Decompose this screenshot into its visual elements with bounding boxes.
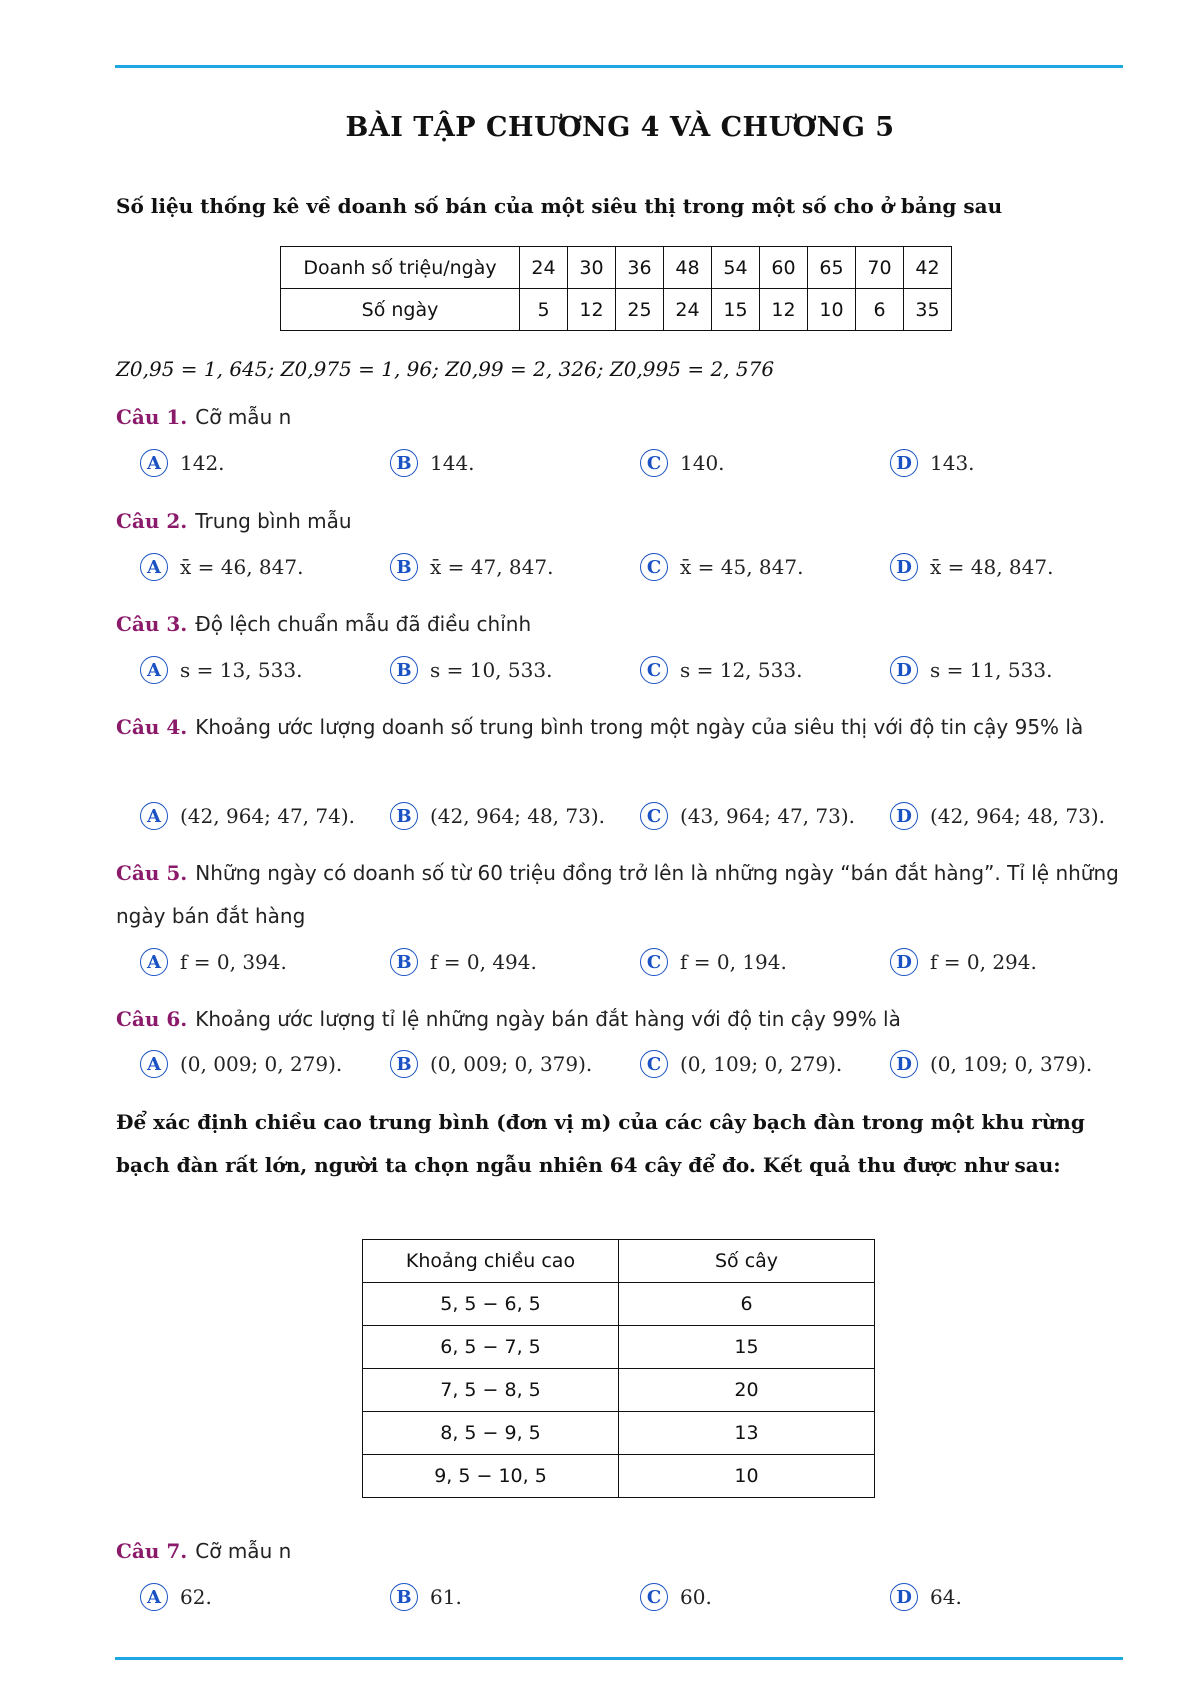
answer-options-6: [140, 1047, 1140, 1081]
table-cell: 24: [520, 247, 568, 289]
option-text: s = 12, 533.: [680, 658, 803, 682]
option-text: 64.: [930, 1585, 962, 1609]
question-text: Những ngày có doanh số từ 60 triệu đồng trở lên là những ngày “bán đắt hàng”. Tỉ lệ những ngày bán đắt hàng: [116, 861, 1119, 928]
option-c[interactable]: [640, 799, 855, 833]
column-header: Số cây: [619, 1240, 875, 1283]
table-row: [363, 1369, 875, 1412]
table-row: [363, 1455, 875, 1498]
table-cell: 35: [904, 289, 952, 331]
option-b[interactable]: [390, 1047, 592, 1081]
table-cell: 24: [664, 289, 712, 331]
option-letter-a: A: [140, 948, 168, 976]
option-a[interactable]: [140, 1047, 342, 1081]
option-letter-b: B: [390, 948, 418, 976]
table-cell: 48: [664, 247, 712, 289]
option-text: (0, 009; 0, 379).: [430, 1052, 593, 1076]
option-letter-d: D: [890, 449, 918, 477]
option-letter-d: D: [890, 656, 918, 684]
table-header-row: [363, 1240, 875, 1283]
question-number: Câu 4.: [116, 715, 188, 739]
row-label: Doanh số triệu/ngày: [281, 247, 520, 289]
table-cell: 9, 5 − 10, 5: [363, 1455, 619, 1498]
table-cell: 5: [520, 289, 568, 331]
answer-options-1: [140, 446, 1140, 480]
table-cell: 60: [760, 247, 808, 289]
option-d[interactable]: [890, 1580, 962, 1614]
option-a[interactable]: [140, 1580, 212, 1614]
option-text: (0, 109; 0, 279).: [680, 1052, 843, 1076]
table-cell: 6: [856, 289, 904, 331]
table-cell: 5, 5 − 6, 5: [363, 1283, 619, 1326]
question-text: Trung bình mẫu: [195, 509, 352, 533]
question-text: Khoảng ước lượng doanh số trung bình trong một ngày của siêu thị với độ tin cậy 95% là: [195, 715, 1084, 739]
question-text: Độ lệch chuẩn mẫu đã điều chỉnh: [195, 612, 532, 636]
question-text: Khoảng ước lượng tỉ lệ những ngày bán đắt hàng với độ tin cậy 99% là: [195, 1007, 901, 1031]
option-c[interactable]: [640, 1580, 712, 1614]
question-text: Cỡ mẫu n: [195, 1539, 292, 1563]
option-letter-b: B: [390, 656, 418, 684]
table-cell: 65: [808, 247, 856, 289]
option-text: (0, 109; 0, 379).: [930, 1052, 1093, 1076]
option-letter-c: C: [640, 449, 668, 477]
option-letter-d: D: [890, 1050, 918, 1078]
option-d[interactable]: [890, 945, 1037, 979]
column-header: Khoảng chiều cao: [363, 1240, 619, 1283]
option-text: x̄ = 46, 847.: [180, 555, 304, 579]
table-cell: 13: [619, 1412, 875, 1455]
option-text: 140.: [680, 451, 725, 475]
table-row: [363, 1412, 875, 1455]
option-letter-a: A: [140, 656, 168, 684]
option-letter-a: A: [140, 553, 168, 581]
option-letter-a: A: [140, 1050, 168, 1078]
table-cell: 7, 5 − 8, 5: [363, 1369, 619, 1412]
answer-options-4: [140, 799, 1140, 833]
table-cell: 54: [712, 247, 760, 289]
question-number: Câu 5.: [116, 861, 188, 885]
answer-options-5: [140, 945, 1140, 979]
option-a[interactable]: [140, 653, 302, 687]
option-letter-a: A: [140, 449, 168, 477]
option-d[interactable]: [890, 799, 1105, 833]
answer-options-3: [140, 653, 1140, 687]
question-number: Câu 7.: [116, 1539, 188, 1563]
option-a[interactable]: [140, 550, 303, 584]
option-text: f = 0, 494.: [430, 950, 537, 974]
option-letter-c: C: [640, 553, 668, 581]
question-2: [116, 500, 1124, 543]
option-text: (42, 964; 47, 74).: [180, 804, 356, 828]
option-d[interactable]: [890, 1047, 1092, 1081]
option-letter-b: B: [390, 449, 418, 477]
question-4: [116, 706, 1124, 749]
option-text: 142.: [180, 451, 225, 475]
table-cell: 20: [619, 1369, 875, 1412]
option-text: 62.: [180, 1585, 212, 1609]
option-text: (43, 964; 47, 73).: [680, 804, 856, 828]
height-table: [362, 1239, 875, 1498]
option-c[interactable]: [640, 550, 803, 584]
table-cell: 12: [568, 289, 616, 331]
option-text: f = 0, 194.: [680, 950, 787, 974]
table-cell: 36: [616, 247, 664, 289]
table-row: [363, 1283, 875, 1326]
option-a[interactable]: [140, 945, 287, 979]
table-cell: 15: [712, 289, 760, 331]
option-text: 143.: [930, 451, 975, 475]
row-label: Số ngày: [281, 289, 520, 331]
option-c[interactable]: [640, 446, 725, 480]
intro-sales: Số liệu thống kê về doanh số bán của một siêu thị trong một số cho ở bảng sau: [116, 194, 1003, 218]
option-text: x̄ = 47, 847.: [430, 555, 554, 579]
option-text: (0, 009; 0, 279).: [180, 1052, 343, 1076]
option-letter-d: D: [890, 948, 918, 976]
option-letter-b: B: [390, 1050, 418, 1078]
option-letter-b: B: [390, 802, 418, 830]
answer-options-2: [140, 550, 1140, 584]
option-text: (42, 964; 48, 73).: [930, 804, 1106, 828]
question-number: Câu 2.: [116, 509, 188, 533]
option-letter-b: B: [390, 553, 418, 581]
option-text: f = 0, 294.: [930, 950, 1037, 974]
option-letter-d: D: [890, 1583, 918, 1611]
option-d[interactable]: [890, 653, 1052, 687]
table-row: [281, 289, 952, 331]
option-b[interactable]: [390, 799, 605, 833]
question-5: [116, 852, 1124, 938]
option-letter-d: D: [890, 802, 918, 830]
z-values-line: Z0,95 = 1, 645; Z0,975 = 1, 96; Z0,99 = 2, 326; Z0,995 = 2, 576: [116, 357, 775, 381]
option-text: f = 0, 394.: [180, 950, 287, 974]
top-rule: [115, 65, 1123, 68]
question-3: [116, 603, 1124, 646]
question-number: Câu 6.: [116, 1007, 188, 1031]
option-b[interactable]: [390, 1580, 462, 1614]
option-b[interactable]: [390, 446, 475, 480]
option-letter-c: C: [640, 656, 668, 684]
option-letter-b: B: [390, 1583, 418, 1611]
option-text: (42, 964; 48, 73).: [430, 804, 606, 828]
table-cell: 42: [904, 247, 952, 289]
option-text: 144.: [430, 451, 475, 475]
option-letter-c: C: [640, 1050, 668, 1078]
table-cell: 10: [619, 1455, 875, 1498]
table-cell: 10: [808, 289, 856, 331]
question-7: [116, 1530, 1124, 1573]
question-6: [116, 998, 1124, 1041]
table-cell: 70: [856, 247, 904, 289]
option-text: 61.: [430, 1585, 462, 1609]
option-letter-c: C: [640, 948, 668, 976]
sales-table: [280, 246, 952, 331]
table-row: [363, 1326, 875, 1369]
table-row: [281, 247, 952, 289]
table-cell: 12: [760, 289, 808, 331]
option-letter-a: A: [140, 802, 168, 830]
option-d[interactable]: [890, 446, 975, 480]
option-b[interactable]: [390, 653, 552, 687]
option-text: x̄ = 48, 847.: [930, 555, 1054, 579]
table-cell: 15: [619, 1326, 875, 1369]
question-number: Câu 1.: [116, 405, 188, 429]
question-text: Cỡ mẫu n: [195, 405, 292, 429]
question-number: Câu 3.: [116, 612, 188, 636]
page-title: BÀI TẬP CHƯƠNG 4 VÀ CHƯƠNG 5: [345, 112, 895, 143]
option-d[interactable]: [890, 550, 1053, 584]
option-b[interactable]: [390, 550, 553, 584]
option-b[interactable]: [390, 945, 537, 979]
table-cell: 6: [619, 1283, 875, 1326]
option-a[interactable]: [140, 446, 225, 480]
option-text: x̄ = 45, 847.: [680, 555, 804, 579]
bottom-rule: [115, 1657, 1123, 1660]
option-c[interactable]: [640, 945, 787, 979]
option-text: s = 13, 533.: [180, 658, 303, 682]
table-cell: 30: [568, 247, 616, 289]
question-1: [116, 396, 1124, 439]
table-cell: 8, 5 − 9, 5: [363, 1412, 619, 1455]
option-text: s = 10, 533.: [430, 658, 553, 682]
option-text: 60.: [680, 1585, 712, 1609]
option-c[interactable]: [640, 1047, 842, 1081]
option-text: s = 11, 533.: [930, 658, 1053, 682]
option-letter-c: C: [640, 802, 668, 830]
option-letter-a: A: [140, 1583, 168, 1611]
answer-options-7: [140, 1580, 1140, 1614]
table-cell: 6, 5 − 7, 5: [363, 1326, 619, 1369]
intro-trees: Để xác định chiều cao trung bình (đơn vị m) của các cây bạch đàn trong một khu rừng bạch đàn rất lớn, người ta chọn ngẫu nhiên 64 cây để đo. Kết quả thu được như sau:: [116, 1110, 1085, 1177]
table-cell: 25: [616, 289, 664, 331]
option-c[interactable]: [640, 653, 802, 687]
option-letter-d: D: [890, 553, 918, 581]
option-letter-c: C: [640, 1583, 668, 1611]
option-a[interactable]: [140, 799, 355, 833]
